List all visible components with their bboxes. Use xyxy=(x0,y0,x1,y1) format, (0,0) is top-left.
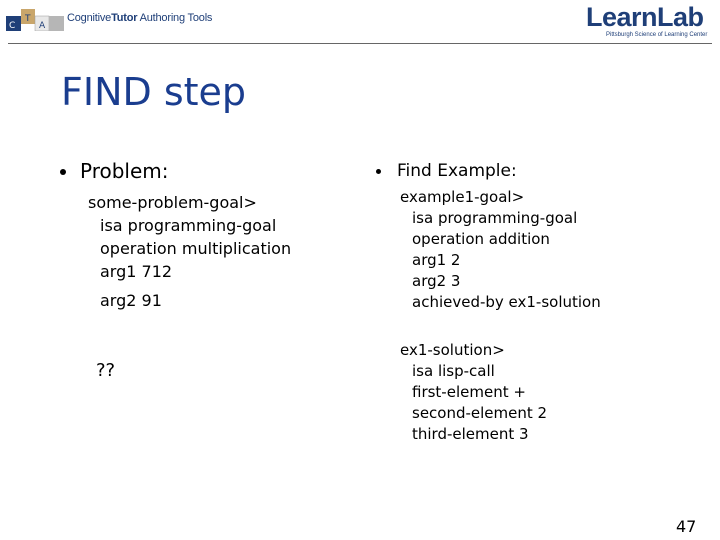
example-heading xyxy=(376,160,601,183)
unknown-question-marks: ?? xyxy=(96,360,116,381)
example-line: arg1 2 xyxy=(412,251,461,269)
example-goal-name: example1-goal> xyxy=(400,188,525,206)
solution-line: isa lisp-call xyxy=(412,362,495,380)
learnlab-name: LearnLab xyxy=(586,2,704,32)
slide-title: FIND step xyxy=(61,70,247,114)
example-line: arg2 3 xyxy=(412,272,461,290)
example-line: achieved-by ex1-solution xyxy=(412,293,601,311)
problem-line: arg2 91 xyxy=(100,291,162,310)
page-number: 47 xyxy=(676,517,697,536)
svg-text:T: T xyxy=(25,14,31,24)
problem-goal xyxy=(60,191,291,312)
problem-line: arg1 712 xyxy=(100,262,173,281)
bullet-icon xyxy=(60,169,66,175)
example-column xyxy=(376,160,601,445)
example-line: operation addition xyxy=(412,230,550,248)
example-solution xyxy=(376,340,601,445)
solution-line: first-element + xyxy=(412,383,526,401)
example-line: isa programming-goal xyxy=(412,209,578,227)
ctat-title: CognitiveTutor Authoring Tools xyxy=(67,12,213,24)
ctat-logo-icon xyxy=(6,9,64,31)
problem-line: isa programming-goal xyxy=(100,216,277,235)
problem-column xyxy=(60,160,291,312)
bullet-icon xyxy=(376,169,381,174)
learnlab-subtitle: Pittsburgh Science of Learning Center xyxy=(606,32,708,38)
example-goal xyxy=(376,187,601,313)
solution-name: ex1-solution> xyxy=(400,341,505,359)
problem-heading xyxy=(60,160,291,183)
solution-line: third-element 3 xyxy=(412,425,529,443)
problem-line: operation multiplication xyxy=(100,239,292,258)
svg-text:C: C xyxy=(9,21,16,31)
header-divider xyxy=(8,43,712,44)
learnlab-logo xyxy=(586,2,716,42)
example-heading-label: Find Example: xyxy=(397,161,517,181)
solution-line: second-element 2 xyxy=(412,404,548,422)
problem-heading-label: Problem: xyxy=(80,159,169,183)
svg-text:A: A xyxy=(39,21,46,31)
slide-header xyxy=(0,0,720,44)
problem-goal-name: some-problem-goal> xyxy=(88,193,257,212)
